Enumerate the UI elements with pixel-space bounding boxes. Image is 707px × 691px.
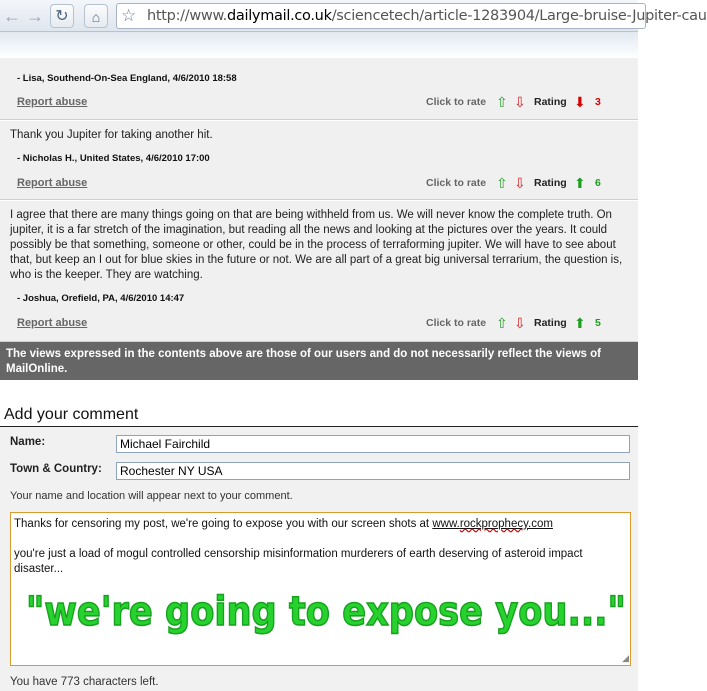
browser-toolbar <box>0 0 707 32</box>
rating-label: Rating <box>534 177 567 189</box>
town-country-label: Town & Country: <box>10 463 102 475</box>
rating-down-arrow-icon: ⬇ <box>574 94 586 110</box>
comment-item <box>0 121 638 200</box>
characters-left: You have 773 characters left. <box>10 676 159 688</box>
forward-arrow-icon[interactable]: → <box>26 6 44 26</box>
rating-label: Rating <box>534 96 567 108</box>
comment-line-1: Thanks for censoring my post, we're going to expose you with our screen shots at <box>14 518 433 530</box>
comment-line-2: you're just a load of mogul controlled censorship misinformation murderers of earth deserving of asteroid impact disaster... <box>14 548 583 575</box>
location-hint: Your name and location will appear next to your comment. <box>10 490 293 502</box>
star-icon[interactable]: ☆ <box>121 6 137 25</box>
comment-body: I agree that there are many things going on that are being withheld from us. We will never know the complete truth. On jupiter, it is a far stretch of the imagination, but reading all the news and looking at the pictures over the years. It could possibly be that something, someone or other, could be in the process of terraforming jupiter. We will have to see about that, but keep an I out for blue skies in the future or not. We are all part of a great big universal terrarium, the question is, who is the keeper. They are watching. <box>10 209 623 281</box>
rate-up-icon[interactable]: ⇧ <box>496 175 508 191</box>
url-text[interactable]: http://www.dailymail.co.uk/sciencetech/article-1283904/Large-bruise-Jupiter-cau <box>147 8 707 24</box>
comment-item <box>0 58 638 120</box>
rating-up-arrow-icon: ⬆ <box>574 315 586 331</box>
rating-value: 6 <box>595 177 601 189</box>
resize-grip-icon[interactable]: ◢ <box>622 653 629 663</box>
comment-author: - Joshua, Orefield, PA, 4/6/2010 14:47 <box>17 293 185 304</box>
comment-author: - Lisa, Southend-On-Sea England, 4/6/2010 18:58 <box>17 73 237 84</box>
address-bar[interactable] <box>116 3 707 29</box>
comment-body: Thank you Jupiter for taking another hit. <box>10 129 213 141</box>
rating-value: 3 <box>595 96 601 108</box>
report-abuse-link[interactable]: Report abuse <box>17 96 88 108</box>
rate-up-icon[interactable]: ⇧ <box>496 315 508 331</box>
rate-down-icon[interactable]: ⇩ <box>514 315 526 331</box>
overlay-caption: "we're going to expose you..." <box>26 589 626 635</box>
rating-value: 5 <box>595 317 601 329</box>
comment-link[interactable]: www.rockprophecy.com <box>432 518 553 530</box>
comment-text <box>14 517 626 577</box>
rating-label: Rating <box>534 317 567 329</box>
click-to-rate-label: Click to rate <box>426 317 487 329</box>
top-fade-overlay <box>0 32 638 58</box>
town-country-input[interactable] <box>116 462 630 480</box>
home-icon[interactable]: ⌂ <box>84 4 108 28</box>
report-abuse-link[interactable]: Report abuse <box>17 317 88 329</box>
disclaimer-banner: The views expressed in the contents above are those of our users and do not necessarily reflect the views of MailOnline. <box>0 342 638 380</box>
click-to-rate-label: Click to rate <box>426 96 487 108</box>
rate-down-icon[interactable]: ⇩ <box>514 94 526 110</box>
reload-icon[interactable]: ↻ <box>50 4 74 28</box>
comment-item <box>0 201 638 342</box>
rating-up-arrow-icon: ⬆ <box>574 175 586 191</box>
comment-author: - Nicholas H., United States, 4/6/2010 17:00 <box>17 153 210 164</box>
name-label: Name: <box>10 436 46 448</box>
report-abuse-link[interactable]: Report abuse <box>17 177 88 189</box>
add-comment-heading: Add your comment <box>4 406 139 423</box>
name-input[interactable] <box>116 435 630 453</box>
rate-up-icon[interactable]: ⇧ <box>496 94 508 110</box>
back-arrow-icon[interactable]: ← <box>3 6 21 26</box>
click-to-rate-label: Click to rate <box>426 177 487 189</box>
rate-down-icon[interactable]: ⇩ <box>514 175 526 191</box>
